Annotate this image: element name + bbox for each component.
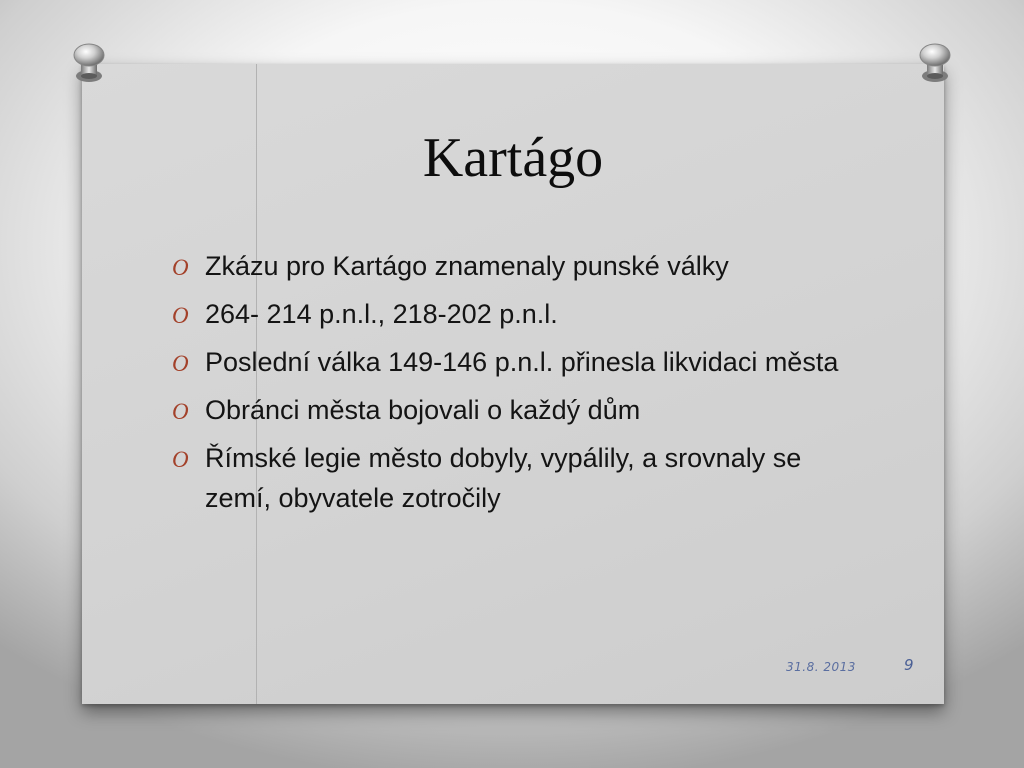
bullet-item: [172, 342, 872, 382]
bullet-text: Poslední válka 149-146 p.n.l. přinesla likvidaci města: [205, 347, 839, 377]
pin-icon: [70, 42, 108, 84]
pin-icon: [916, 42, 954, 84]
slide-title: Kartágo: [422, 127, 604, 189]
bullet-marker-icon: O: [172, 303, 189, 328]
slide-number: 9: [904, 656, 914, 674]
bullet-item: [172, 438, 872, 518]
bullet-item: [172, 294, 872, 334]
slide-date: 31.8. 2013: [786, 660, 856, 674]
bullet-marker-icon: O: [172, 351, 189, 376]
bullet-marker-icon: O: [172, 447, 189, 472]
bullet-text: 264- 214 p.n.l., 218-202 p.n.l.: [205, 299, 558, 329]
bullet-list: [172, 246, 872, 526]
bullet-item: [172, 246, 872, 286]
bullet-text: Římské legie město dobyly, vypálily, a srovnaly se zemí, obyvatele zotročily: [205, 443, 802, 513]
bullet-item: [172, 390, 872, 430]
bullet-marker-icon: O: [172, 399, 189, 424]
bullet-text: Zkázu pro Kartágo znamenaly punské války: [205, 251, 729, 281]
bullet-text: Obránci města bojovali o každý dům: [205, 395, 641, 425]
bullet-marker-icon: O: [172, 255, 189, 280]
